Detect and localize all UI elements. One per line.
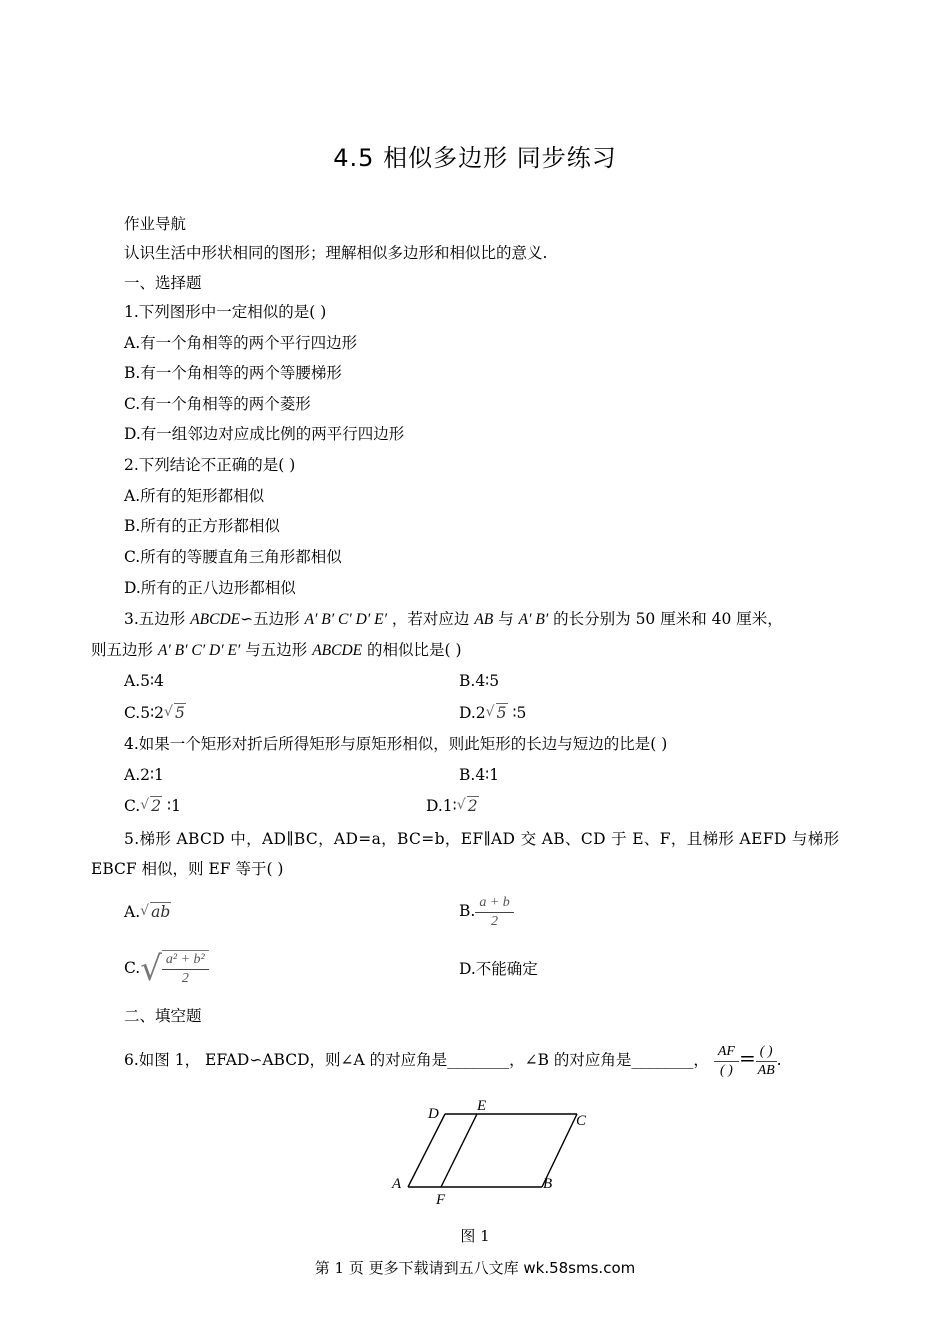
question-2-stem: 2.下列结论不正确的是( ) [124, 456, 296, 474]
sqrt-icon: √ [140, 949, 162, 989]
sqrt-symbol [164, 703, 186, 723]
page-footer [0, 1257, 950, 1278]
footer-text: 第 1 页 更多下载请到五八文库 [314, 1259, 524, 1277]
nav-heading: 作业导航 [124, 215, 187, 233]
q4-c-text: C. [124, 797, 141, 815]
q3-math: ABCDE [312, 642, 363, 659]
question-1-option-a: A.有一个角相等的两个平行四边形 [124, 334, 358, 352]
question-5-option-b [459, 891, 514, 931]
radicand: 2 [151, 797, 162, 815]
q3-text: 3.五边形 [124, 610, 191, 628]
denominator: 2 [181, 971, 189, 986]
q3-math: ABCDE [190, 611, 241, 628]
segment-fe [441, 1114, 477, 1187]
q3-text: 的长分别为 50 厘米和 40 厘米， [548, 610, 783, 628]
sqrt-symbol [486, 703, 508, 723]
question-3-option-c [124, 703, 186, 723]
question-1-option-d: D.有一组邻边对应成比例的两平行四边形 [124, 425, 405, 443]
sqrt-symbol [140, 796, 162, 816]
question-4-option-b: B.4∶1 [459, 766, 500, 784]
question-5-option-a [124, 902, 171, 922]
q3-text: 的相似比是( ) [362, 641, 462, 659]
q3-text: ，若对应边 [386, 610, 475, 628]
q4-c-text: ∶1 [162, 797, 181, 815]
section-heading-choice: 一、选择题 [124, 274, 202, 292]
fraction [475, 894, 513, 931]
label-f: F [436, 1192, 446, 1208]
fraction-ab [756, 1043, 777, 1080]
equals-sign: = [738, 1046, 756, 1070]
q3-d-text: D.2 [459, 704, 486, 722]
question-3-line-1 [124, 609, 783, 630]
q5-b-text: B. [459, 902, 476, 920]
q3-text: ∽五边形 [240, 610, 305, 628]
question-4-stem: 4.如果一个矩形对折后所得矩形与原矩形相似，则此矩形的长边与短边的比是( ) [124, 735, 668, 753]
question-2-option-b: B.所有的正方形都相似 [124, 517, 280, 535]
q3-text: 与 [493, 610, 519, 628]
denominator: ( ) [720, 1062, 733, 1078]
nav-text: 认识生活中形状相同的图形；理解相似多边形和相似比的意义. [124, 244, 548, 262]
numerator: ( ) [756, 1043, 777, 1062]
label-e: E [477, 1098, 487, 1114]
question-3-line-2 [91, 640, 462, 661]
denominator: 2 [491, 913, 499, 929]
q3-text: 与五边形 [240, 641, 313, 659]
radicand: 5 [175, 704, 185, 722]
question-5-option-c [124, 946, 209, 991]
question-2-option-c: C.所有的等腰直角三角形都相似 [124, 548, 342, 566]
question-4-option-c [124, 796, 181, 816]
q3-d-text: ∶5 [507, 704, 527, 722]
q3-math: AB [474, 611, 494, 628]
question-1-stem: 1.下列图形中一定相似的是( ) [124, 303, 327, 321]
question-3-option-b: B.4∶5 [459, 672, 500, 690]
parallelogram-figure [380, 1090, 620, 1210]
numerator: a² + b² [162, 951, 209, 970]
page-title: 4.5 相似多边形 同步练习 [333, 144, 617, 172]
question-5-line-2: EBCF 相似，则 EF 等于( ) [91, 860, 284, 878]
question-4-option-d [426, 796, 479, 816]
question-4-option-a: A.2∶1 [124, 766, 164, 784]
q4-d-text: D.1∶ [426, 797, 457, 815]
question-6 [124, 1036, 782, 1082]
segment-ad [408, 1114, 445, 1187]
question-1-option-b: B.有一个角相等的两个等腰梯形 [124, 364, 342, 382]
label-d: D [428, 1106, 439, 1122]
question-3-option-a: A.5∶4 [124, 672, 164, 690]
radicand: 5 [496, 704, 507, 722]
q3-math: A′ B′ C′ D′ E′ [304, 611, 387, 628]
question-1-option-c: C.有一个角相等的两个菱形 [124, 395, 311, 413]
radicand: ab [151, 903, 171, 921]
numerator: AF [714, 1043, 739, 1062]
section-heading-fill: 二、填空题 [124, 1007, 202, 1025]
sqrt-symbol [140, 902, 171, 922]
q5-a-text: A. [124, 903, 141, 921]
sqrt-symbol [457, 796, 479, 816]
label-b: B [543, 1176, 553, 1192]
q3-text: 则五边形 [91, 641, 158, 659]
q3-c-text: C.5∶2 [124, 704, 164, 722]
q3-math: A′ B′ [518, 611, 549, 628]
question-5-line-1: 5.梯形 ABCD 中，AD∥BC，AD=a，BC=b，EF∥AD 交 AB、CD 于 E、F，且梯形 AEFD 与梯形 [124, 830, 840, 848]
period: . [776, 1051, 782, 1069]
label-a: A [392, 1176, 402, 1192]
q5-c-text: C. [124, 959, 141, 977]
label-c: C [576, 1113, 587, 1129]
fraction-af [714, 1043, 739, 1080]
fraction [162, 950, 209, 988]
question-2-option-a: A.所有的矩形都相似 [124, 487, 265, 505]
radicand: 2 [467, 797, 478, 815]
q3-math: A′ B′ C′ D′ E′ [157, 642, 241, 659]
figure-caption: 图 1 [460, 1227, 490, 1245]
footer-link[interactable]: wk.58sms.com [523, 1259, 636, 1277]
question-3-option-d [459, 703, 526, 723]
q6-text: 6.如图 1， EFAD∽ABCD，则∠A 的对应角是________，∠B 的对应角是________， [124, 1051, 709, 1069]
numerator: a + b [475, 894, 513, 913]
question-2-option-d: D.所有的正八边形都相似 [124, 579, 296, 597]
denominator: AB [757, 1062, 775, 1078]
question-5-option-d: D.不能确定 [459, 960, 538, 978]
